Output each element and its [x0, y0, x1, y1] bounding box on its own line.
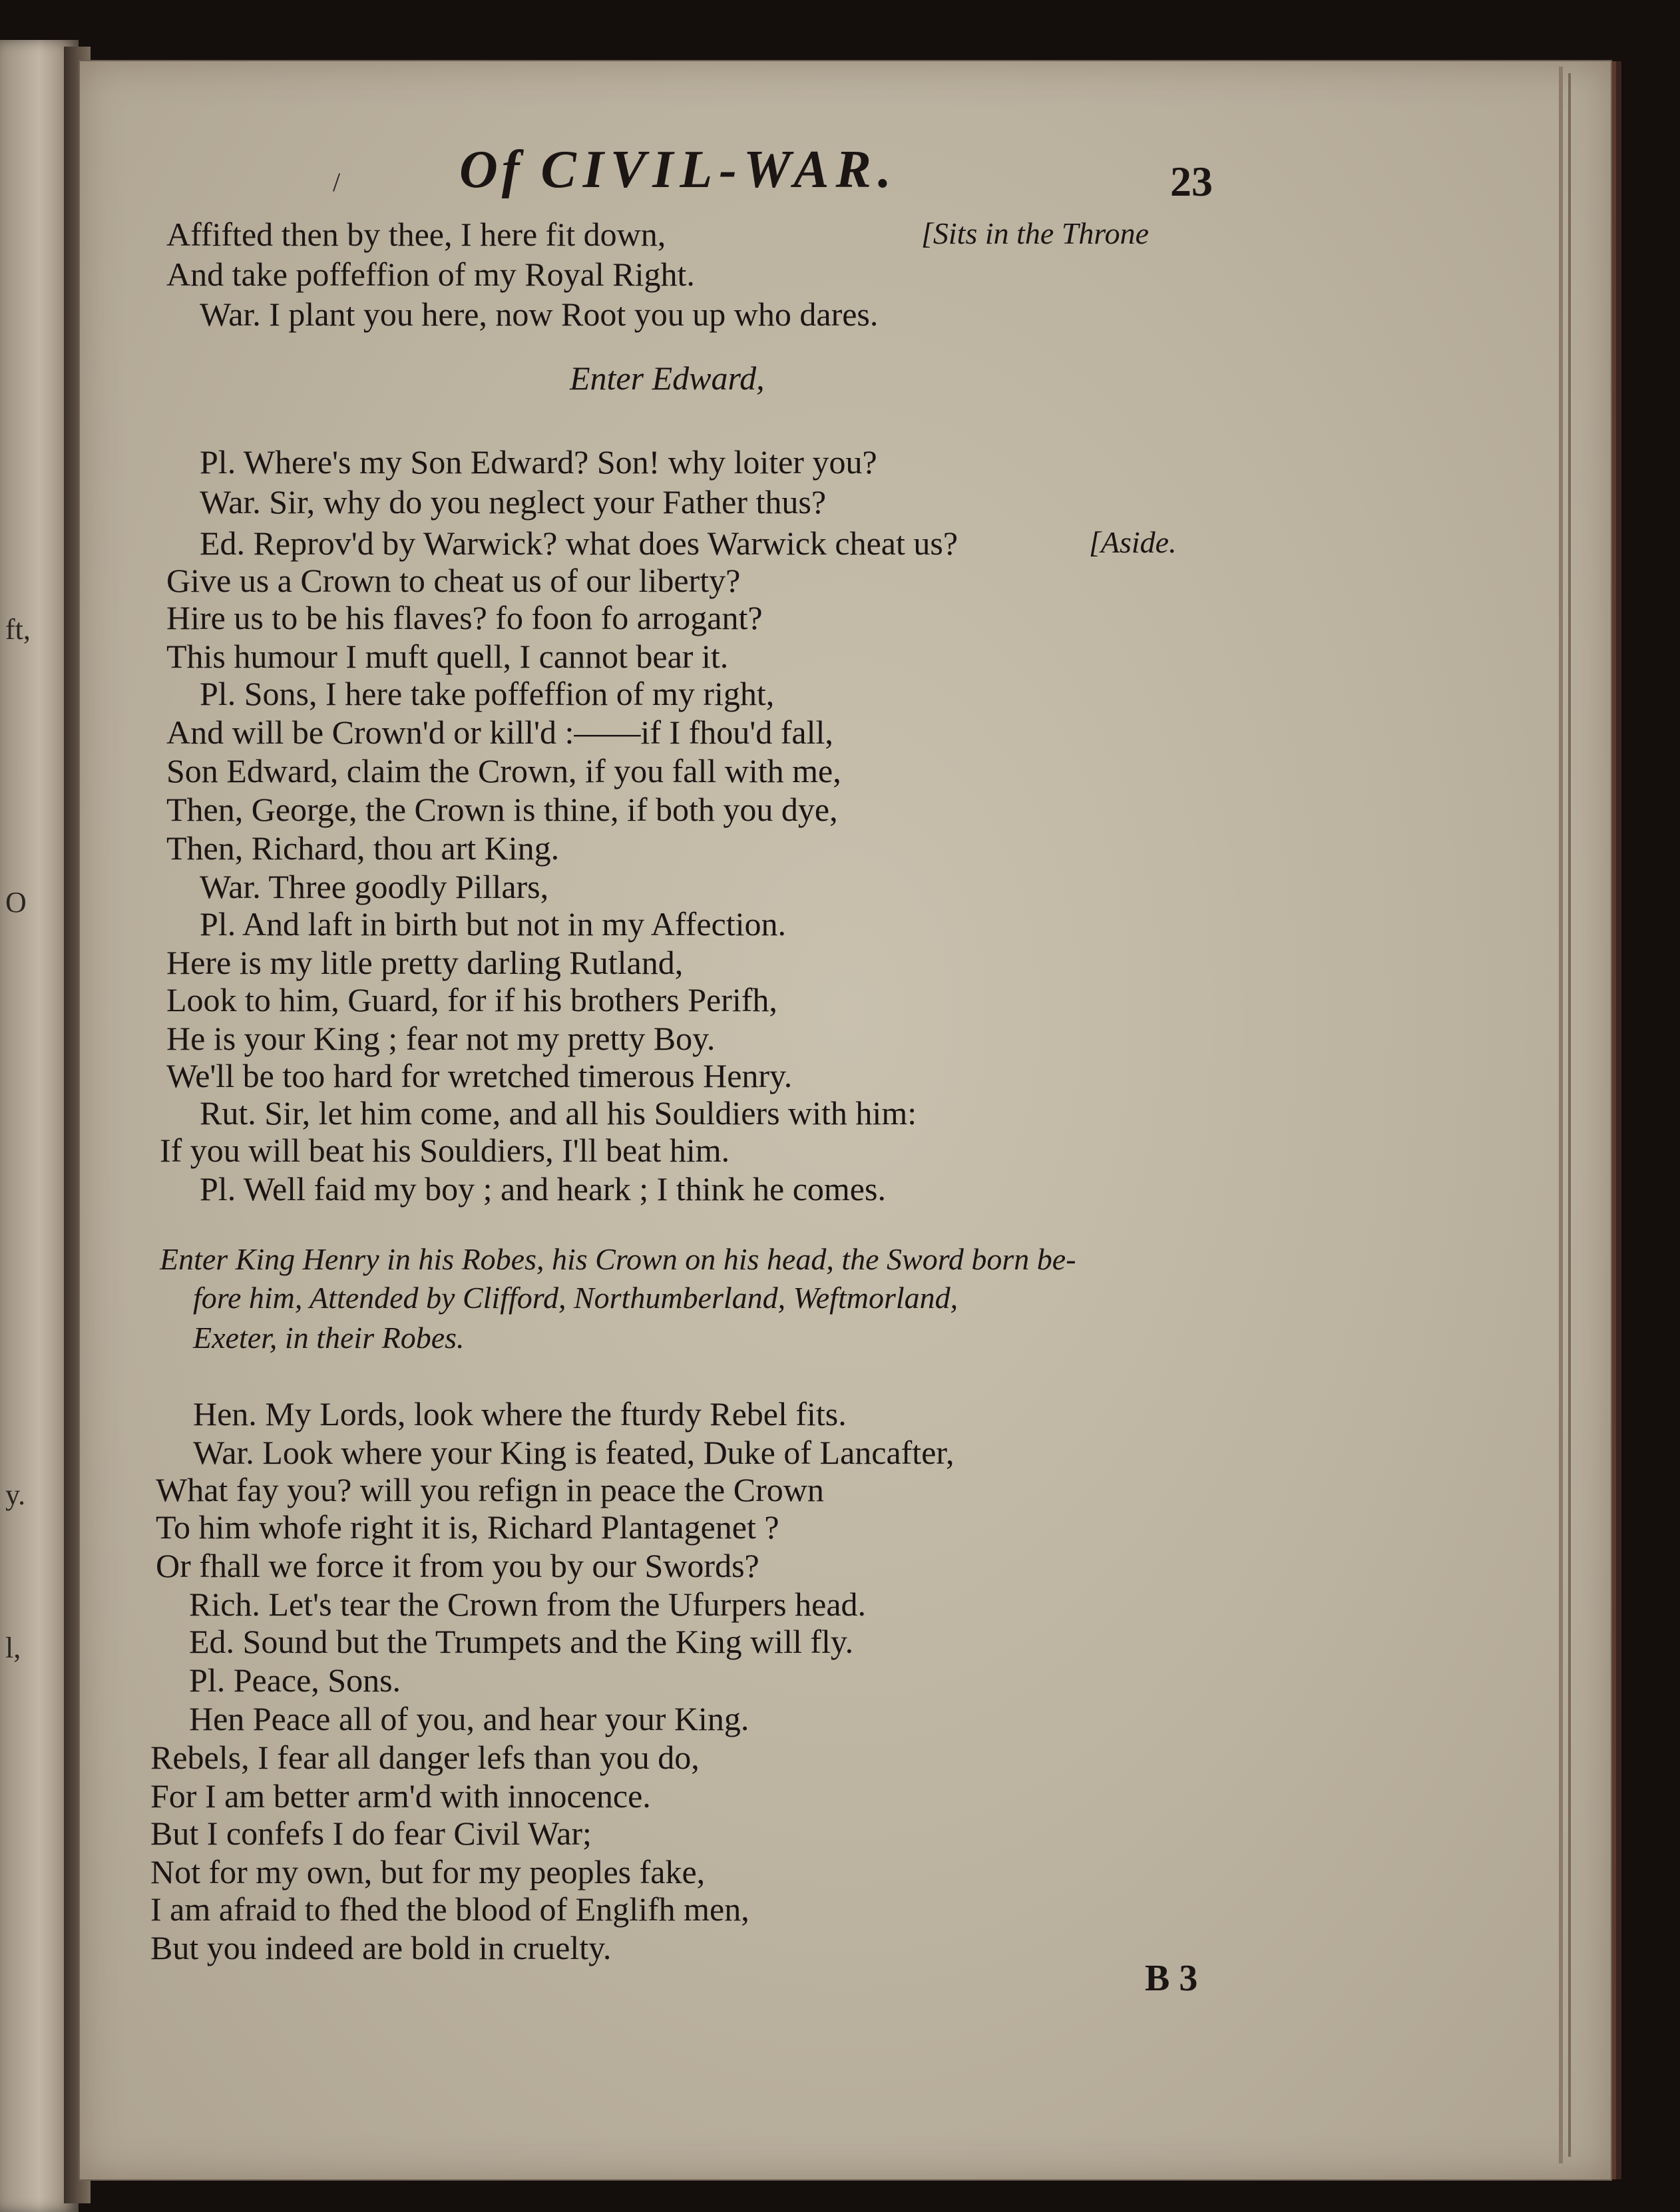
- text-line: For I am better arm'd with innocence.: [150, 1777, 651, 1815]
- text-line: And will be Crown'd or kill'd :——if I fhou'd fall,: [166, 714, 833, 751]
- text-line: Give us a Crown to cheat us of our liberty?: [166, 562, 741, 599]
- stage-direction-sits: [Sits in the Throne: [921, 216, 1150, 250]
- text-line: Here is my litle pretty darling Rutland,: [166, 944, 684, 981]
- text-line: War. I plant you here, now Root you up who dares.: [200, 296, 879, 333]
- signature-mark: B 3: [1145, 1958, 1198, 1999]
- running-title-prefix: Of: [459, 140, 524, 199]
- running-title-main: CIVIL-WAR.: [540, 140, 898, 199]
- text-line: Ed. Reprov'd by Warwick? what does Warwick cheat us?: [200, 525, 958, 562]
- text-line: Affifted then by thee, I here fit down,: [166, 216, 666, 253]
- text-line: Pl. Sons, I here take poffeffion of my right,: [200, 675, 775, 712]
- text-line: Then, Richard, thou art King.: [166, 829, 560, 867]
- text-line: Hen. My Lords, look where the fturdy Rebel fits.: [193, 1395, 847, 1433]
- text-line: But you indeed are bold in cruelty.: [150, 1929, 612, 1966]
- text-line: And take poffeffion of my Royal Right.: [166, 256, 695, 293]
- facing-page-fragment: y.: [5, 1478, 26, 1511]
- text-line: War. Look where your King is feated, Duke of Lancafter,: [193, 1434, 954, 1471]
- text-line: Hire us to be his flaves? fo foon fo arrogant?: [166, 599, 763, 636]
- stage-direction: Enter King Henry in his Robes, his Crown on his head, the Sword born be-: [160, 1242, 1076, 1276]
- stage-direction: Enter Edward,: [570, 359, 765, 397]
- stage-direction: Exeter, in their Robes.: [193, 1321, 465, 1355]
- text-line: Son Edward, claim the Crown, if you fall with me,: [166, 752, 841, 789]
- text-line: Hen Peace all of you, and hear your King.: [189, 1700, 749, 1737]
- text-line: Rut. Sir, let him come, and all his Souldiers with him:: [200, 1094, 917, 1132]
- facing-page-fragment: ft,: [5, 613, 31, 646]
- text-line: Rebels, I fear all danger lefs than you do,: [150, 1739, 700, 1776]
- header-mark: /: [333, 167, 341, 197]
- stage-direction: fore him, Attended by Clifford, Northumberland, Weftmorland,: [193, 1281, 958, 1315]
- text-line: I am afraid to fhed the blood of Englifh men,: [150, 1890, 749, 1928]
- text-line: What fay you? will you refign in peace the Crown: [156, 1471, 824, 1508]
- text-line: Not for my own, but for my peoples fake,: [150, 1853, 706, 1890]
- text-line: We'll be too hard for wretched timerous Henry.: [166, 1057, 793, 1094]
- facing-page-fragment: l,: [5, 1632, 21, 1664]
- page-edge: [1568, 73, 1571, 2157]
- text-line: To him whofe right it is, Richard Plantagenet ?: [156, 1508, 779, 1546]
- text-line: Pl. Well faid my boy ; and heark ; I think he comes.: [200, 1170, 886, 1208]
- text-line: Pl. And laft in birth but not in my Affection.: [200, 905, 786, 943]
- page-edge: [1559, 67, 1563, 2163]
- facing-page-fragment: O: [5, 886, 27, 919]
- text-line: This humour I muft quell, I cannot bear it.: [166, 638, 729, 675]
- text-line: But I confefs I do fear Civil War;: [150, 1815, 592, 1852]
- text-line: If you will beat his Souldiers, I'll beat him.: [160, 1132, 730, 1169]
- running-title: [459, 140, 898, 200]
- text-line: Or fhall we force it from you by our Swords?: [156, 1547, 759, 1584]
- text-line: Pl. Where's my Son Edward? Son! why loiter you?: [200, 443, 877, 481]
- stage-direction-aside: [Aside.: [1089, 525, 1177, 559]
- text-line: Look to him, Guard, for if his brothers Perifh,: [166, 981, 777, 1018]
- text-line: He is your King ; fear not my pretty Boy.: [166, 1020, 716, 1057]
- text-line: Rich. Let's tear the Crown from the Ufurpers head.: [189, 1586, 867, 1623]
- text-line: Ed. Sound but the Trumpets and the King will fly.: [189, 1623, 854, 1660]
- text-line: Then, George, the Crown is thine, if both you dye,: [166, 791, 838, 828]
- text-line: War. Sir, why do you neglect your Father thus?: [200, 483, 827, 521]
- text-line: Pl. Peace, Sons.: [189, 1661, 401, 1699]
- text-line: War. Three goodly Pillars,: [200, 868, 549, 905]
- page-number: 23: [1170, 158, 1213, 205]
